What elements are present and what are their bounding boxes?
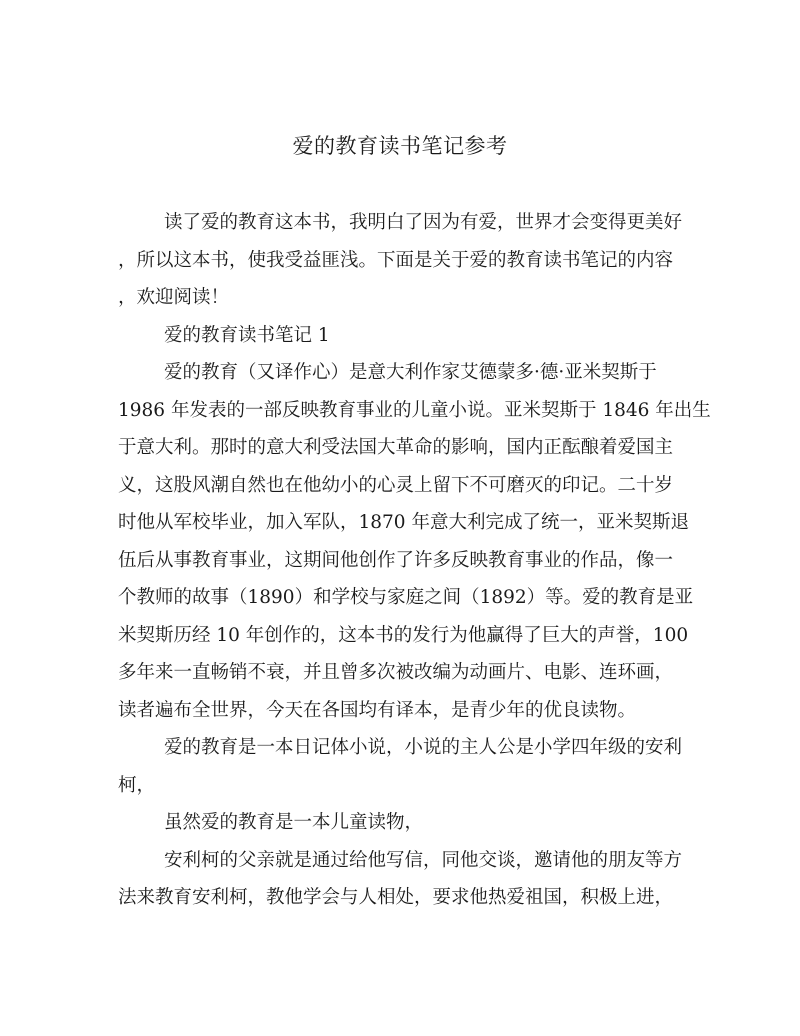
text-line: 法来教育安利柯，教他学会与人相处，要求他热爱祖国，积极上进， (118, 887, 674, 908)
text-line: 爱的教育读书笔记 1 (164, 324, 330, 346)
text-line: 读了爱的教育这本书，我明白了因为有爱，世界才会变得更美好 (164, 212, 683, 233)
text-line: 柯， (118, 774, 156, 796)
document-title: 爱的教育读书笔记参考 (292, 134, 508, 158)
text-line: 时他从军校毕业，加入军队，1870 年意大利完成了统一，亚米契斯退 (118, 512, 689, 533)
document-body (118, 204, 711, 917)
text-line: 爱的教育是一本日记体小说，小说的主人公是小学四年级的安利 (164, 737, 683, 758)
text-line: 虽然爱的教育是一本儿童读物， (164, 812, 424, 833)
text-line: 伍后从事教育事业，这期间他创作了许多反映教育事业的作品，像一 (118, 549, 674, 571)
text-line: 1986 年发表的一部反映教育事业的儿童小说。亚米契斯于 1846 年出生 (118, 399, 711, 421)
text-line: 于意大利。那时的意大利受法国大革命的影响，国内正酝酿着爱国主 (118, 437, 674, 458)
text-line: 爱的教育（又译作心）是意大利作家艾德蒙多·德·亚米契斯于 (164, 362, 657, 383)
text-line: 米契斯历经 10 年创作的，这本书的发行为他赢得了巨大的声誉，100 (118, 624, 689, 646)
text-line: 读者遍布全世界，今天在各国均有译本，是青少年的优良读物。 (118, 699, 637, 721)
text-line: ，欢迎阅读！ (118, 287, 230, 308)
text-line: 安利柯的父亲就是通过给他写信，同他交谈，邀请他的朋友等方 (164, 849, 683, 871)
text-line: 义，这股风潮自然也在他幼小的心灵上留下不可磨灭的印记。二十岁 (118, 474, 674, 496)
text-line: 多年来一直畅销不衰，并且曾多次被改编为动画片、电影、连环画， (118, 662, 674, 683)
text-line: 个教师的故事（1890）和学校与家庭之间（1892）等。爱的教育是亚 (118, 587, 694, 608)
text-line: ，所以这本书，使我受益匪浅。下面是关于爱的教育读书笔记的内容 (118, 249, 674, 271)
